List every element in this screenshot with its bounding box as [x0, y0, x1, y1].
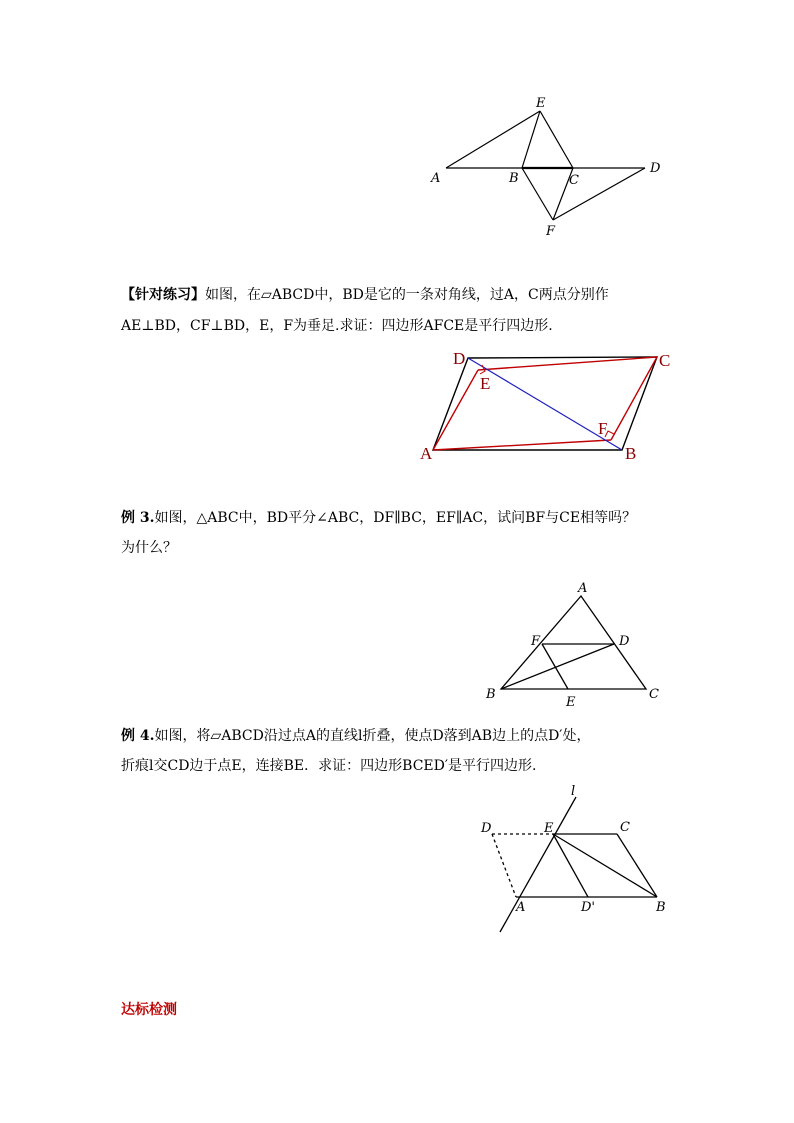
segment-fd	[553, 168, 645, 220]
label-c: C	[659, 351, 671, 370]
label-b: B	[486, 687, 496, 702]
segment-cb	[617, 834, 657, 897]
segment-ed-prime	[553, 834, 588, 897]
segment-bf	[522, 168, 553, 220]
example4-line-2: 折痕l交CD边于点E，连接BE．求证：四边形BCED′是平行四边形.	[121, 758, 537, 774]
section-heading: 达标检测	[121, 1002, 177, 1018]
label-l: l	[571, 784, 576, 799]
label-e: E	[544, 821, 554, 836]
label-b: B	[656, 900, 666, 915]
diagonal-bd	[468, 358, 622, 450]
label-d: D	[481, 821, 492, 836]
example3-text-1: 如图，△ABC中，BD平分∠ABC，DF∥BC，EF∥AC，试问BF与CE相等吗？	[154, 510, 637, 526]
segment-ae	[446, 111, 540, 168]
label-a: A	[516, 900, 526, 915]
label-b: B	[625, 444, 637, 463]
right-angle-mark-e	[480, 365, 485, 374]
dashed-da	[492, 834, 516, 897]
example3-tag: 例 3.	[121, 510, 155, 526]
segment-eb	[522, 111, 540, 168]
triangle-abc	[501, 596, 646, 689]
label-f: F	[531, 634, 541, 649]
label-f: F	[598, 419, 608, 438]
label-e: E	[566, 695, 576, 710]
practice-line-2: AE⊥BD，CF⊥BD，E，F为垂足.求证：四边形AFCE是平行四边形.	[121, 318, 553, 334]
segment-af-red	[433, 440, 611, 450]
label-b: B	[509, 171, 519, 186]
example4-tag: 例 4.	[121, 728, 155, 744]
label-a: A	[578, 581, 588, 596]
label-d: D	[453, 349, 466, 368]
segment-cf-red	[611, 357, 657, 440]
label-c: C	[569, 173, 579, 188]
fold-line-l	[500, 797, 576, 932]
label-d: D	[619, 634, 630, 649]
right-angle-mark-f	[605, 431, 614, 437]
practice-line-1	[121, 281, 609, 309]
segment-bd	[501, 644, 614, 689]
segment-cf	[553, 168, 573, 220]
label-a: A	[431, 171, 441, 186]
practice-tag: 【针对练习】	[121, 287, 205, 303]
example3-line-2: 为什么？	[121, 540, 177, 556]
label-f: F	[546, 224, 556, 239]
label-e: E	[480, 374, 491, 393]
segment-ce-red	[478, 357, 657, 370]
label-c: C	[620, 820, 630, 835]
practice-text-1: 如图，在▱ABCD中，BD是它的一条对角线，过A，C两点分别作	[205, 287, 609, 303]
label-d-prime: D'	[581, 900, 595, 915]
segment-eb	[553, 834, 657, 897]
label-c: C	[649, 687, 659, 702]
label-e: E	[536, 96, 546, 111]
segment-fe	[542, 644, 568, 689]
example4-line-1	[121, 722, 590, 750]
example3-line-1	[121, 504, 636, 532]
label-d: D	[650, 161, 661, 176]
segment-ae-red	[433, 370, 478, 450]
parallelogram-abcd	[433, 357, 657, 450]
label-a: A	[420, 444, 433, 463]
segment-ec	[540, 111, 573, 168]
example4-text-1: 如图，将▱ABCD沿过点A的直线l折叠，使点D落到AB边上的点D′处，	[154, 728, 591, 744]
